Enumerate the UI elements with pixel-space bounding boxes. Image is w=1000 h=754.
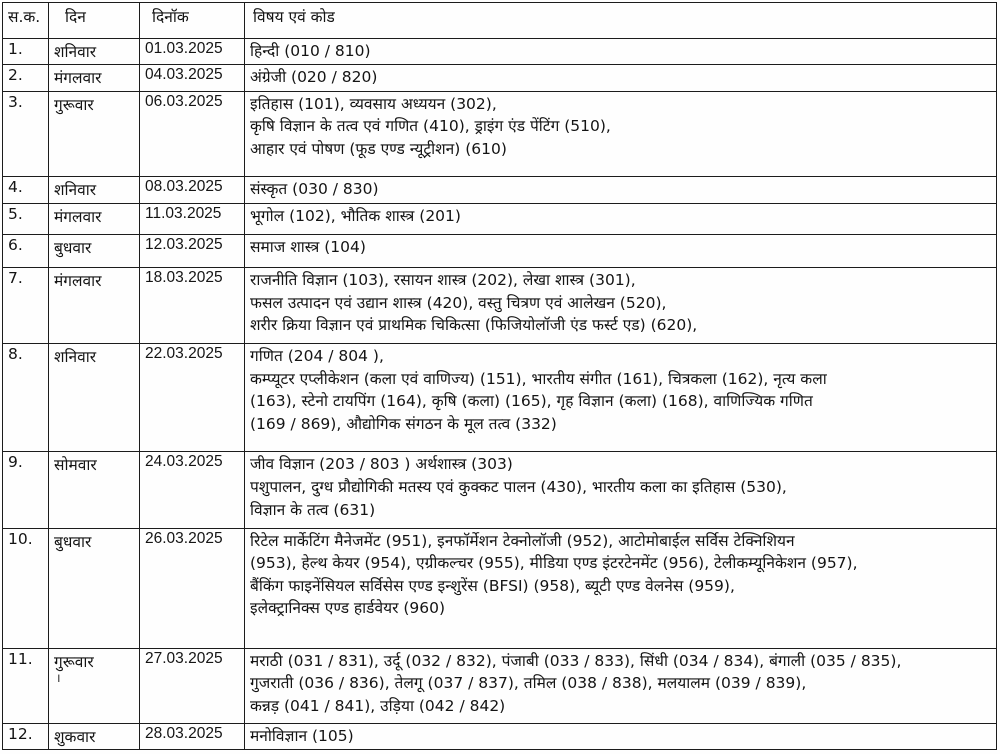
subjects-cell <box>245 203 997 234</box>
day-cell <box>49 39 140 65</box>
subject-line: फसल उत्पादन एवं उद्यान शास्त्र (420), वस्तु चित्रण एवं आलेखन (520), <box>250 293 667 312</box>
serial-number: 12. <box>3 723 49 749</box>
subject-line: हिन्दी (010 / 810) <box>250 42 371 60</box>
header-row <box>3 3 997 39</box>
serial-number: 4. <box>3 177 49 203</box>
subjects-cell <box>245 268 997 344</box>
subjects-cell <box>245 723 997 749</box>
subject-line: कन्नड़ (041 / 841), उड़िया (042 / 842) <box>250 696 506 715</box>
subjects-cell <box>245 65 997 91</box>
serial-number: 10. <box>3 528 49 648</box>
table-row <box>3 452 997 528</box>
day-name: शनिवार <box>54 348 97 367</box>
day-name: मंगलवार <box>54 272 102 291</box>
exam-date: 28.03.2025 <box>140 723 245 749</box>
subject-line: कृषि विज्ञान के तत्व एवं गणित (410), ड्राइंग एंड पेंटिंग (510), <box>250 117 611 136</box>
day-name: शुकवार <box>54 727 96 746</box>
subjects-cell <box>245 91 997 177</box>
day-name: गुरूवार <box>54 652 94 671</box>
exam-date: 26.03.2025 <box>140 528 245 648</box>
day-name: मंगलवार <box>54 207 102 226</box>
subjects-cell <box>245 344 997 452</box>
subject-line: बैंकिंग फाइनेंसियल सर्विसेस एण्ड इन्शुरेंस (BFSI) (958), ब्यूटी एण्ड वेलनेस (959), <box>250 576 735 595</box>
subject-line: राजनीति विज्ञान (103), रसायन शास्त्र (202), लेखा शास्त्र (301), <box>250 271 636 290</box>
subject-line: पशुपालन, दुग्ध प्रौद्योगिकी मतस्य एवं कुक्कट पालन (430), भारतीय कला का इतिहास (530), <box>250 478 787 497</box>
subject-line: मनोविज्ञान (105) <box>250 726 354 745</box>
exam-date: 08.03.2025 <box>140 177 245 203</box>
exam-date: 24.03.2025 <box>140 452 245 528</box>
subject-line: रिटेल मार्केटिंग मैनेजमेंट (951), इनफॉर्मेशन टेक्नोलॉजी (952), आटोमोबाईल सर्विस टेक्निशियन <box>250 531 795 550</box>
subject-line: (169 / 869), औद्योगिक संगठन के मूल तत्व (332) <box>250 414 557 433</box>
table-row <box>3 39 997 65</box>
day-cell <box>49 452 140 528</box>
subjects-cell <box>245 452 997 528</box>
subject-line: आहार एवं पोषण (फूड एण्ड न्यूट्रीशन) (610) <box>250 139 507 158</box>
subject-header: विषय एवं कोड <box>245 3 997 39</box>
day-cell <box>49 177 140 203</box>
subject-line: (953), हेल्थ केयर (954), एग्रीकल्चर (955), मीडिया एण्ड इंटरटेनमेंट (956), टेलीकम्यूनिकेशन (957), <box>250 554 858 573</box>
day-name: सोमवार <box>54 456 97 475</box>
day-name: गुरूवार <box>54 95 94 114</box>
serial-number: 1. <box>3 39 49 65</box>
subject-line: (163), स्टेनो टायपिंग (164), कृषि (कला) (165), गृह विज्ञान (कला) (168), वाणिज्यिक गणित <box>250 392 813 411</box>
serial-header: स.क. <box>3 3 49 39</box>
day-cell <box>49 234 140 267</box>
subjects-cell <box>245 177 997 203</box>
exam-date: 12.03.2025 <box>140 234 245 267</box>
serial-number: 9. <box>3 452 49 528</box>
serial-number: 2. <box>3 65 49 91</box>
exam-date: 11.03.2025 <box>140 203 245 234</box>
day-cell <box>49 344 140 452</box>
subject-line: भूगोल (102), भौतिक शास्त्र (201) <box>250 206 461 225</box>
exam-date: 01.03.2025 <box>140 39 245 65</box>
table-row <box>3 268 997 344</box>
serial-number: 8. <box>3 344 49 452</box>
serial-number: 3. <box>3 91 49 177</box>
exam-date: 27.03.2025 <box>140 648 245 723</box>
day-cell <box>49 65 140 91</box>
day-header: दिन <box>49 3 140 39</box>
table-row <box>3 203 997 234</box>
subjects-cell <box>245 234 997 267</box>
subjects-cell <box>245 39 997 65</box>
subject-line: जीव विज्ञान (203 / 803 ) अर्थशास्त्र (303) <box>250 455 513 474</box>
exam-date: 06.03.2025 <box>140 91 245 177</box>
day-cell <box>49 91 140 177</box>
table-row <box>3 344 997 452</box>
subjects-cell <box>245 648 997 723</box>
subject-line: इलेक्ट्रानिक्स एण्ड हार्डवेयर (960) <box>250 599 446 618</box>
exam-date: 04.03.2025 <box>140 65 245 91</box>
subject-line: समाज शास्त्र (104) <box>250 237 366 256</box>
serial-number: 7. <box>3 268 49 344</box>
table-row <box>3 723 997 749</box>
day-name: मंगलवार <box>54 69 102 88</box>
subject-line: अंग्रेजी (020 / 820) <box>250 68 378 87</box>
table-row <box>3 234 997 267</box>
subject-line: शरीर क्रिया विज्ञान एवं प्राथमिक चिकित्सा (फिजियोलॉजी एंड फर्स्ट एड) (620), <box>250 316 698 335</box>
exam-date: 18.03.2025 <box>140 268 245 344</box>
subject-line: इतिहास (101), व्यवसाय अध्ययन (302), <box>250 94 497 113</box>
serial-number: 5. <box>3 203 49 234</box>
date-header: दिनॉक <box>140 3 245 39</box>
subjects-cell <box>245 528 997 648</box>
day-cell <box>49 648 140 723</box>
table-row <box>3 528 997 648</box>
subject-line: विज्ञान के तत्व (631) <box>250 500 376 519</box>
table-row <box>3 648 997 723</box>
subject-line: संस्कृत (030 / 830) <box>250 180 379 199</box>
day-name: शनिवार <box>54 181 97 200</box>
subject-line: मराठी (031 / 831), उर्दू (032 / 832), पंजाबी (033 / 833), सिंधी (034 / 834), बंगाली (035 / 835), <box>250 651 902 670</box>
exam-schedule-table <box>2 2 997 750</box>
table-row <box>3 65 997 91</box>
table-row <box>3 177 997 203</box>
day-name: बुधवार <box>54 532 92 551</box>
exam-date: 22.03.2025 <box>140 344 245 452</box>
day-cell <box>49 268 140 344</box>
subject-line: कम्प्यूटर एप्लीकेशन (कला एवं वाणिज्य) (151), भारतीय संगीत (161), चित्रकला (162), नृत्य कला <box>250 369 827 388</box>
day-cell <box>49 528 140 648</box>
table-row <box>3 91 997 177</box>
day-cell <box>49 203 140 234</box>
subject-line: गुजराती (036 / 836), तेलगू (037 / 837), तमिल (038 / 838), मलयालम (039 / 839), <box>250 674 807 693</box>
subject-line: गणित (204 / 804 ), <box>250 347 384 366</box>
day-name: शनिवार <box>54 43 97 61</box>
serial-number: 6. <box>3 234 49 267</box>
day-name: बुधवार <box>54 238 92 257</box>
day-cell <box>49 723 140 749</box>
serial-number: 11. <box>3 648 49 723</box>
day-mark: । <box>56 670 61 685</box>
